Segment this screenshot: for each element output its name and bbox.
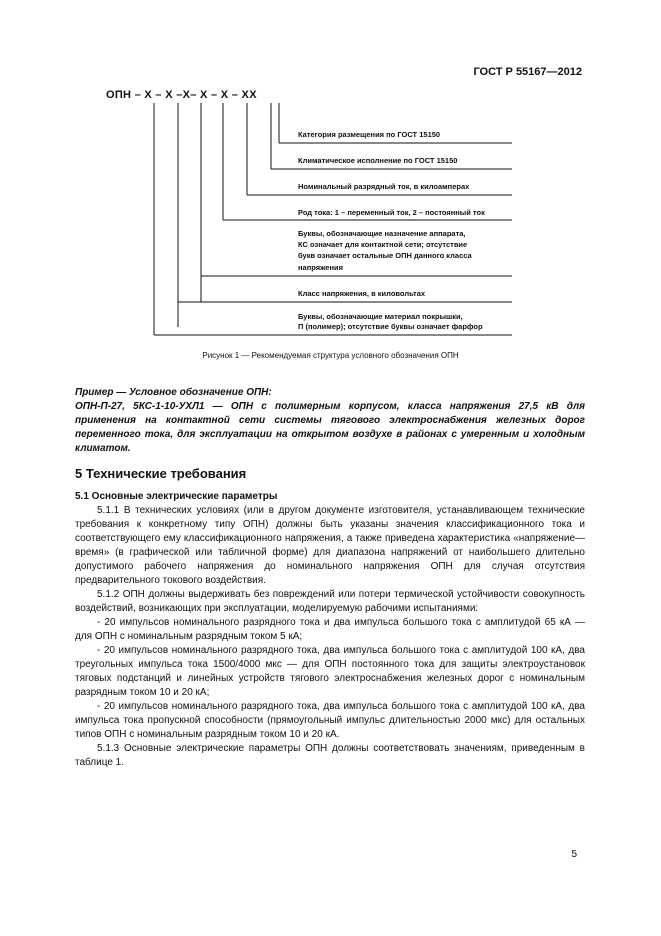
label-purpose-letters-line4: напряжения <box>298 263 343 272</box>
label-purpose-letters-line3: букв означает остальные ОПН данного класса <box>298 251 472 260</box>
figure-caption: Рисунок 1 — Рекомендуемая структура условного обозначения ОПН <box>202 351 459 360</box>
label-current-type: Род тока: 1 – переменный ток, 2 – постоянный ток <box>298 208 485 217</box>
label-purpose-letters-line2: КС означает для контактной сети; отсутствие <box>298 240 468 249</box>
label-placement-category: Категория размещения по ГОСТ 15150 <box>298 130 441 139</box>
designation-structure-code: ОПН – Х – Х –Х– Х – Х – ХХ <box>106 89 257 101</box>
list-item-2000us: - 20 импульсов номинального разрядного тока, два импульса большого тока с амплитудой 100 кА, два импульса тока пропускной способности (прямоугольный импульс длительностью 2000 мкс) для остальных типов ОПН с номинальным разрядным током 10 и 20 кА. <box>75 701 585 740</box>
paragraph-5-1-2: 5.1.2 ОПН должны выдерживать без повреждений или потери термической устойчивости совокупность воздействий, возникающих при эксплуатации, моделируемую рабочими испытаниями: <box>75 589 585 614</box>
label-housing-material-line2: П (полимер); отсутствие буквы означает фарфор <box>298 322 483 331</box>
page-number: 5 <box>571 849 577 860</box>
standard-header: ГОСТ Р 55167—2012 <box>473 66 582 78</box>
example-title: Пример — Условное обозначение ОПН: <box>75 387 272 398</box>
label-voltage-class: Класс напряжения, в киловольтах <box>298 289 426 298</box>
list-item-65ka: - 20 импульсов номинального разрядного тока и два импульса большого тока с амплитудой 65 кА — для ОПН с номинальным разрядным током 5 кА; <box>75 617 585 642</box>
subsection-title: 5.1 Основные электрические параметры <box>75 491 278 502</box>
list-item-dc-1500-4000: - 20 импульсов номинального разрядного тока, два импульса большого тока с амплитудой 100 кА, два треугольных импульса тока 1500/4000 мкс — для ОПН постоянного тока для защиты электроустановок тяговых подстанций и линейных устройств тягового электроснабжения железных дорог с номинальным разрядным током 10 и 20 кА; <box>75 645 585 698</box>
paragraph-5-1-3: 5.1.3 Основные электрические параметры ОПН должны соответствовать значениям, приведенным в таблице 1. <box>75 743 585 768</box>
paragraph-5-1-1: 5.1.1 В технических условиях (или в другом документе изготовителя, устанавливающем технические требования к конкретному типу ОПН) должны быть указаны значения классификационного тока и соответствующего ему классификационного напряжения, а также приведена характеристика «напряжение—время» (в графической или табличной форме) для диапазона напряжений от наибольшего длительно допустимого рабочего напряжения до номинального напряжения ОПН для случая отсутствия предварительного токового воздействия. <box>75 505 585 586</box>
section-title: 5 Технические требования <box>75 466 247 481</box>
label-purpose-letters-line1: Буквы, обозначающие назначение аппарата, <box>298 229 466 238</box>
label-housing-material-line1: Буквы, обозначающие материал покрышки, <box>298 312 463 321</box>
designation-structure-diagram <box>0 0 661 360</box>
label-rated-current: Номинальный разрядный ток, в килоамперах <box>298 182 470 191</box>
example-text: ОПН-П-27, 5КС-1-10-УХЛ1 — ОПН с полимерным корпусом, класса напряжения 27,5 кВ для применения на контактной сети системы тягового электроснабжения железных дорог переменного тока, для эксплуатации на открытом воздухе в районах с умеренным и холодным климатом. <box>75 401 585 454</box>
label-climatic-version: Климатическое исполнение по ГОСТ 15150 <box>298 156 458 165</box>
section-body <box>75 504 585 770</box>
